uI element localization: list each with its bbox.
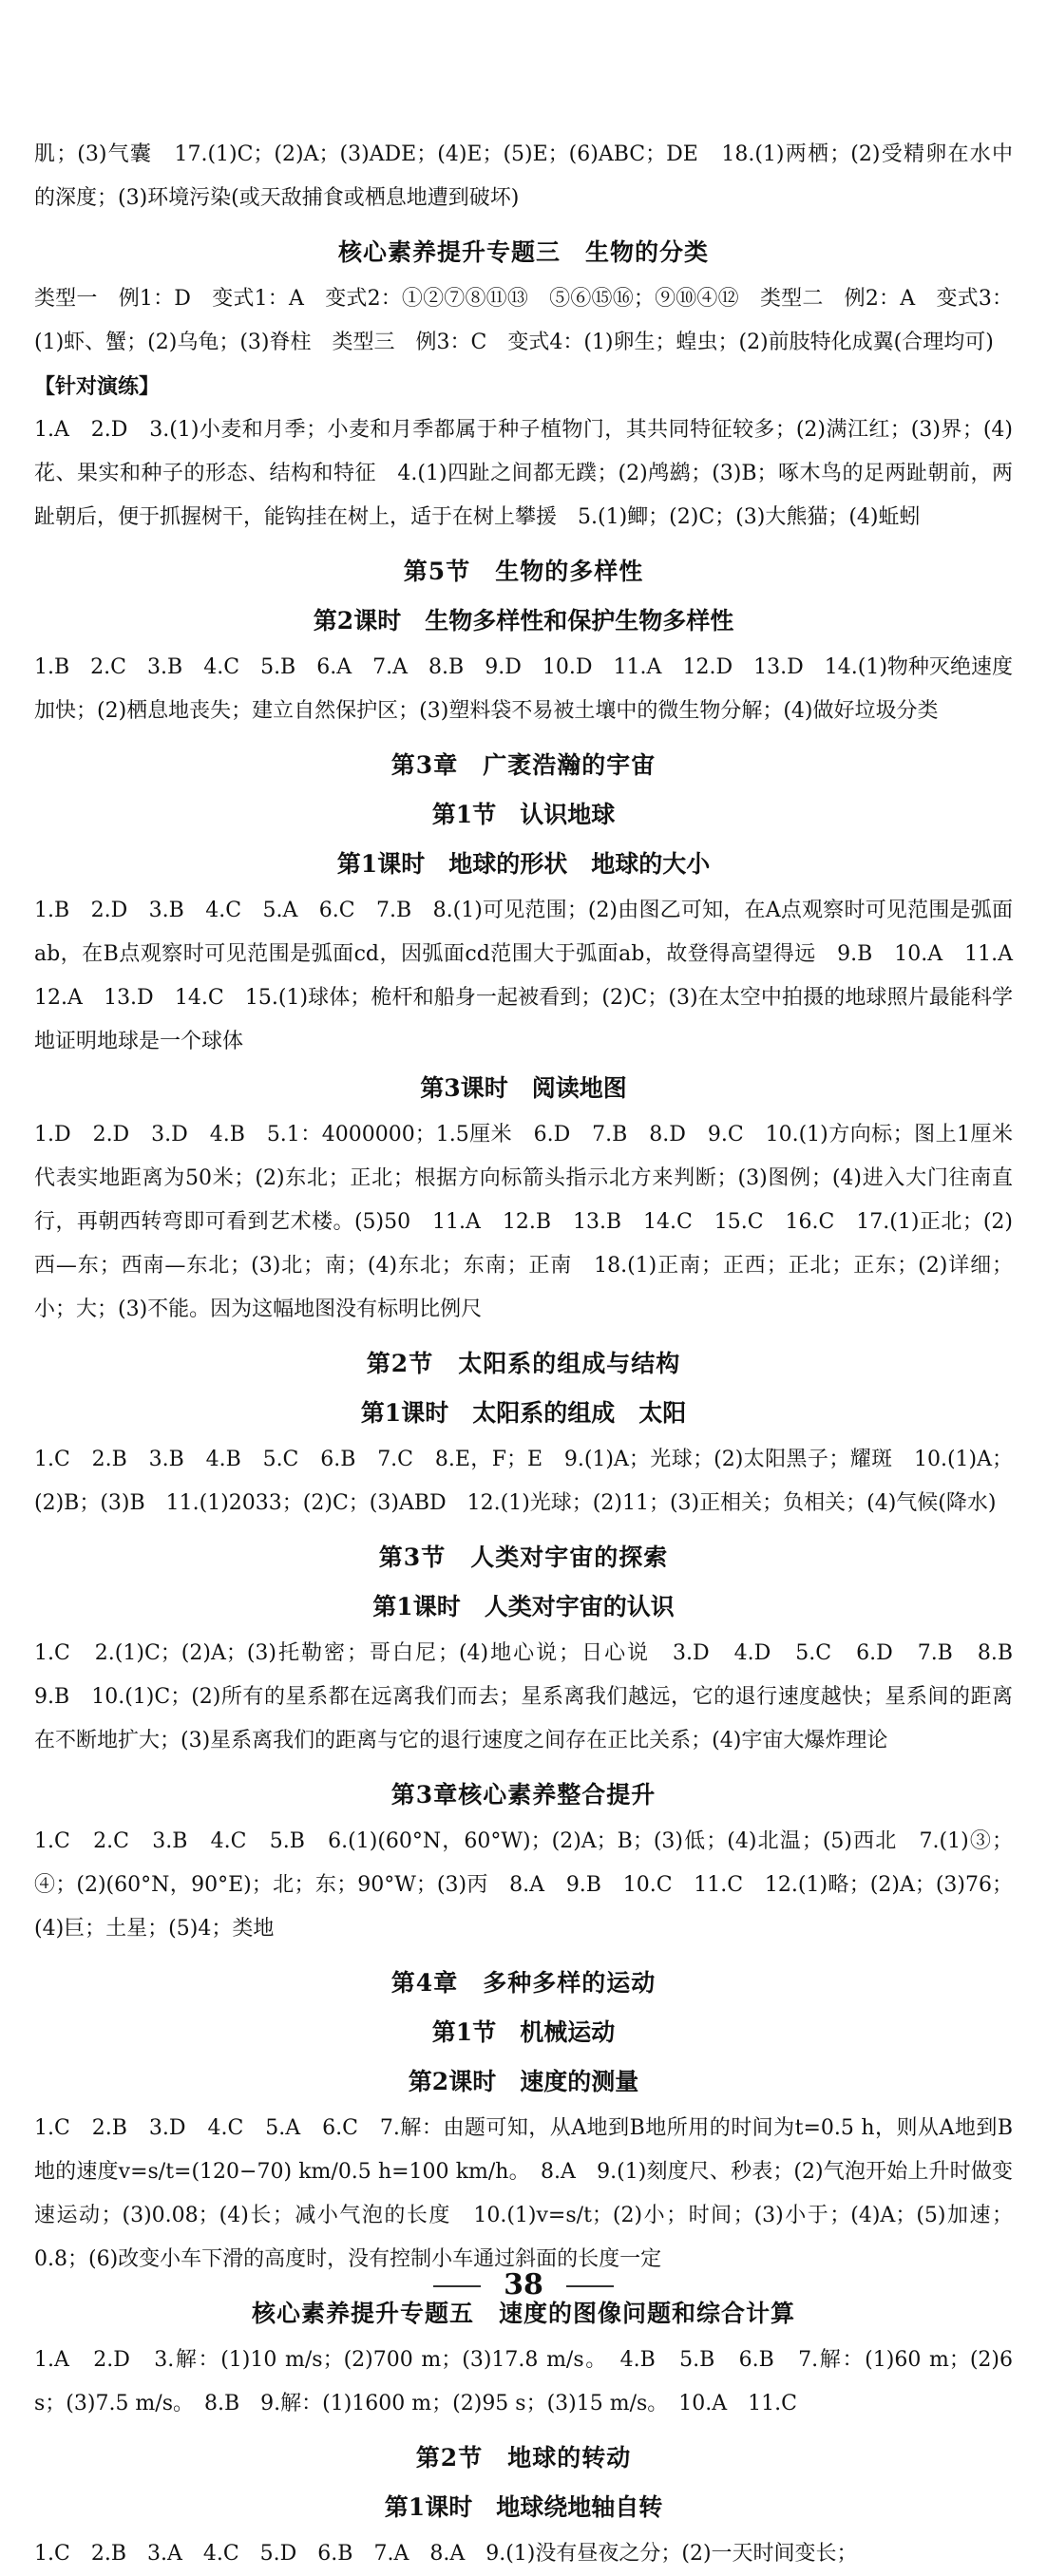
lesson-title: 第1课时 太阳系的组成 太阳	[360, 1399, 687, 1427]
page-footer	[0, 2268, 1047, 2301]
answer-paragraph: 1.B 2.D 3.B 4.C 5.A 6.C 7.B 8.(1)可见范围；(2)由图乙可知，在A点观察时可见范围是弧面ab，在B点观察时可见范围是弧面cd，因弧面cd范围大于弧面ab，故登得高望得远 9.B 10.A 11.A 12.A 13.D 14.C 15.(1)球体；桅杆和船身一起被看到；(2)C；(3)在太空中拍摄的地球照片最能科学地证明地球是一个球体	[34, 899, 1035, 1053]
section-title: 第3节 人类对宇宙的探索	[378, 1544, 669, 1571]
answer-paragraph: 1.C 2.(1)C；(2)A；(3)托勒密；哥白尼；(4)地心说；日心说 3.D 4.D 5.C 6.D 7.B 8.B 9.B 10.(1)C；(2)所有的星系都在远离我们而去；星系离我们越远，它的退行速度越快；星系间的距离在不断地扩大；(3)星系离我们的距离与它的退行速度之间存在正比关系；(4)宇宙大爆炸理论	[34, 1641, 1035, 1752]
section-title: 核心素养提升专题五 速度的图像问题和综合计算	[251, 2300, 795, 2327]
answer-content	[34, 133, 1035, 2576]
answer-paragraph: 1.C 2.B 3.D 4.C 5.A 6.C 7.解：由题可知，从A地到B地所用的时间为t=0.5 h，则从A地到B地的速度v=s/t=(120−70) km/0.5 h=100 km/h。 8.A 9.(1)刻度尺、秒表；(2)气泡开始上升时做变速运动；(3)0.08；(4)长；减小气泡的长度 10.(1)v=s/t；(2)小；时间；(3)小于；(4)A；(5)加速；0.8；(6)改变小车下滑的高度时，没有控制小车通过斜面的长度一定	[34, 2116, 1013, 2271]
section-title: 第2节 太阳系的组成与结构	[366, 1350, 681, 1377]
footer-rule-left	[433, 2285, 481, 2287]
footer-rule-right	[566, 2285, 614, 2287]
answer-paragraph: 类型一 例1：D 变式1：A 变式2：①②⑦⑧⑪⑬ ⑤⑥⑮⑯；⑨⑩④⑫ 类型二 例2：A 变式3：(1)虾、蟹；(2)乌龟；(3)脊柱 类型三 例3：C 变式4：(1)卵生；蝗虫；(2)前肢特化成翼(合理均可)	[34, 287, 1013, 354]
chapter-review-title: 第3章核心素养整合提升	[390, 1781, 657, 1809]
lesson-title: 第1课时 地球绕地轴自转	[384, 2493, 663, 2521]
answer-paragraph: 1.D 2.D 3.D 4.B 5.1：4000000；1.5厘米 6.D 7.B 8.D 9.C 10.(1)方向标；图上1厘米代表实地距离为50米；(2)东北；正北；根据方向标箭头指示北方来判断；(3)图例；(4)进入大门往南直行，再朝西转弯即可看到艺术楼。(5)50 11.A 12.B 13.B 14.C 15.C 16.C 17.(1)正北；(2)西—东；西南—东北；(3)北；南；(4)东北；东南；正南 18.(1)正南；正西；正北；正东；(2)详细；小；大；(3)不能。因为这幅地图没有标明比例尺	[34, 1123, 1013, 1321]
section-title: 核心素养提升专题三 生物的分类	[337, 238, 709, 266]
answer-paragraph: 1.C 2.B 3.A 4.C 5.D 6.B 7.A 8.A 9.(1)没有昼夜之分；(2)一天时间变长；	[34, 2542, 858, 2566]
lesson-title: 第1课时 人类对宇宙的认识	[372, 1593, 675, 1620]
lesson-title: 第1课时 地球的形状 地球的大小	[336, 850, 711, 878]
chapter-title: 第4章 多种多样的运动	[390, 1969, 657, 1997]
lesson-title: 第3课时 阅读地图	[420, 1074, 627, 1102]
section-title: 第1节 机械运动	[431, 2018, 616, 2046]
section-title: 第1节 认识地球	[431, 801, 616, 828]
answer-paragraph: 1.A 2.D 3.解：(1)10 m/s；(2)700 m；(3)17.8 m/s。 4.B 5.B 6.B 7.解：(1)60 m；(2)6 s；(3)7.5 m/s。 8.B 9.解：(1)1600 m；(2)95 s；(3)15 m/s。 10.A 11.C	[34, 2348, 1013, 2415]
practice-label: 【针对演练】	[34, 374, 161, 399]
answer-paragraph: 1.C 2.B 3.B 4.B 5.C 6.B 7.C 8.E，F；E 9.(1)A；光球；(2)太阳黑子；耀斑 10.(1)A；(2)B；(3)B 11.(1)2033；(2)C；(3)ABD 12.(1)光球；(2)11；(3)正相关；负相关；(4)气候(降水)	[34, 1448, 1013, 1515]
answer-paragraph: 1.A 2.D 3.(1)小麦和月季；小麦和月季都属于种子植物门，其共同特征较多；(2)满江红；(3)界；(4)花、果实和种子的形态、结构和特征 4.(1)四趾之间都无蹼；(2)鸬鹚；(3)B；啄木鸟的足两趾朝前，两趾朝后，便于抓握树干，能钩挂在树上，适于在树上攀援 5.(1)鲫；(2)C；(3)大熊猫；(4)蚯蚓	[34, 418, 1013, 529]
section-title: 第2节 地球的转动	[415, 2444, 632, 2472]
lesson-title: 第2课时 生物多样性和保护生物多样性	[313, 607, 734, 635]
answer-paragraph: 1.C 2.C 3.B 4.C 5.B 6.(1)(60°N，60°W)；(2)A；B；(3)低；(4)北温；(5)西北 7.(1)③；④；(2)(60°N，90°E)；北；东；90°W；(3)丙 8.A 9.B 10.C 11.C 12.(1)略；(2)A；(3)76；(4)巨；土星；(5)4；类地	[34, 1829, 1013, 1941]
page-number: 38	[504, 2268, 543, 2301]
answer-paragraph: 1.B 2.C 3.B 4.C 5.B 6.A 7.A 8.B 9.D 10.D 11.A 12.D 13.D 14.(1)物种灭绝速度加快；(2)栖息地丧失；建立自然保护区；(3)塑料袋不易被土壤中的微生物分解；(4)做好垃圾分类	[34, 655, 1013, 723]
section-title: 第5节 生物的多样性	[403, 558, 644, 585]
lesson-title: 第2课时 速度的测量	[408, 2068, 639, 2095]
answer-paragraph: 肌；(3)气囊 17.(1)C；(2)A；(3)ADE；(4)E；(5)E；(6)ABC；DE 18.(1)两栖；(2)受精卵在水中的深度；(3)环境污染(或天敌捕食或栖息地遭到破坏)	[34, 142, 1013, 210]
chapter-title: 第3章 广袤浩瀚的宇宙	[390, 751, 657, 779]
